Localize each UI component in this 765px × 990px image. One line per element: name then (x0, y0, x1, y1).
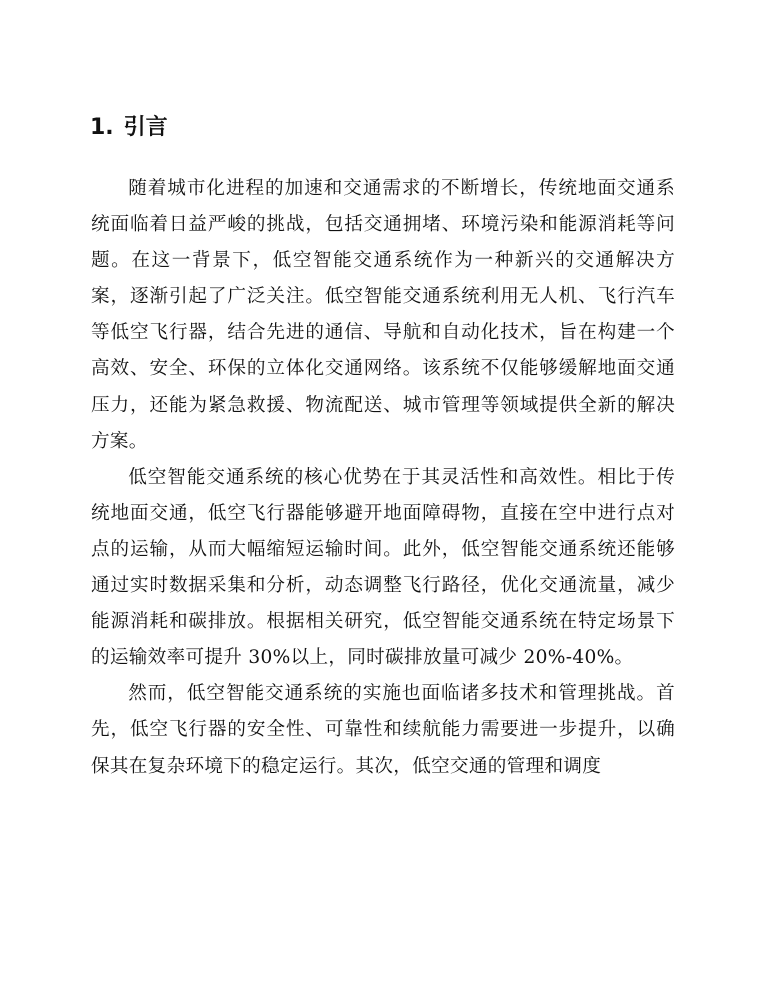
paragraph-core-advantages: 低空智能交通系统的核心优势在于其灵活性和高效性。相比于传统地面交通，低空飞行器能够避开地面障碍物，直接在空中进行点对点的运输，从而大幅缩短运输时间。此外，低空智能交通系统还能够通过实时数据采集和分析，动态调整飞行路径，优化交通流量，减少能源消耗和碳排放。根据相关研究，低空智能交通系统在特定场景下的运输效率可提升 30%以上，同时碳排放量可减少 20%-40%。 (91, 466, 675, 669)
section-heading (90, 111, 168, 145)
section-title: 引言 (123, 115, 168, 140)
section-body (91, 171, 675, 785)
section-number: 1. (90, 115, 114, 140)
paragraph-intro-background: 随着城市化进程的加速和交通需求的不断增长，传统地面交通系统面临着日益严峻的挑战，包括交通拥堵、环境污染和能源消耗等问题。在这一背景下，低空智能交通系统作为一种新兴的交通解决方案，逐渐引起了广泛关注。低空智能交通系统利用无人机、飞行汽车等低空飞行器，结合先进的通信、导航和自动化技术，旨在构建一个高效、安全、环保的立体化交通网络。该系统不仅能够缓解地面交通压力，还能为紧急救援、物流配送、城市管理等领域提供全新的解决方案。 (91, 178, 675, 452)
paragraph-challenges: 然而，低空智能交通系统的实施也面临诸多技术和管理挑战。首先，低空飞行器的安全性、可靠性和续航能力需要进一步提升，以确保其在复杂环境下的稳定运行。其次，低空交通的管理和调度 (91, 683, 675, 777)
